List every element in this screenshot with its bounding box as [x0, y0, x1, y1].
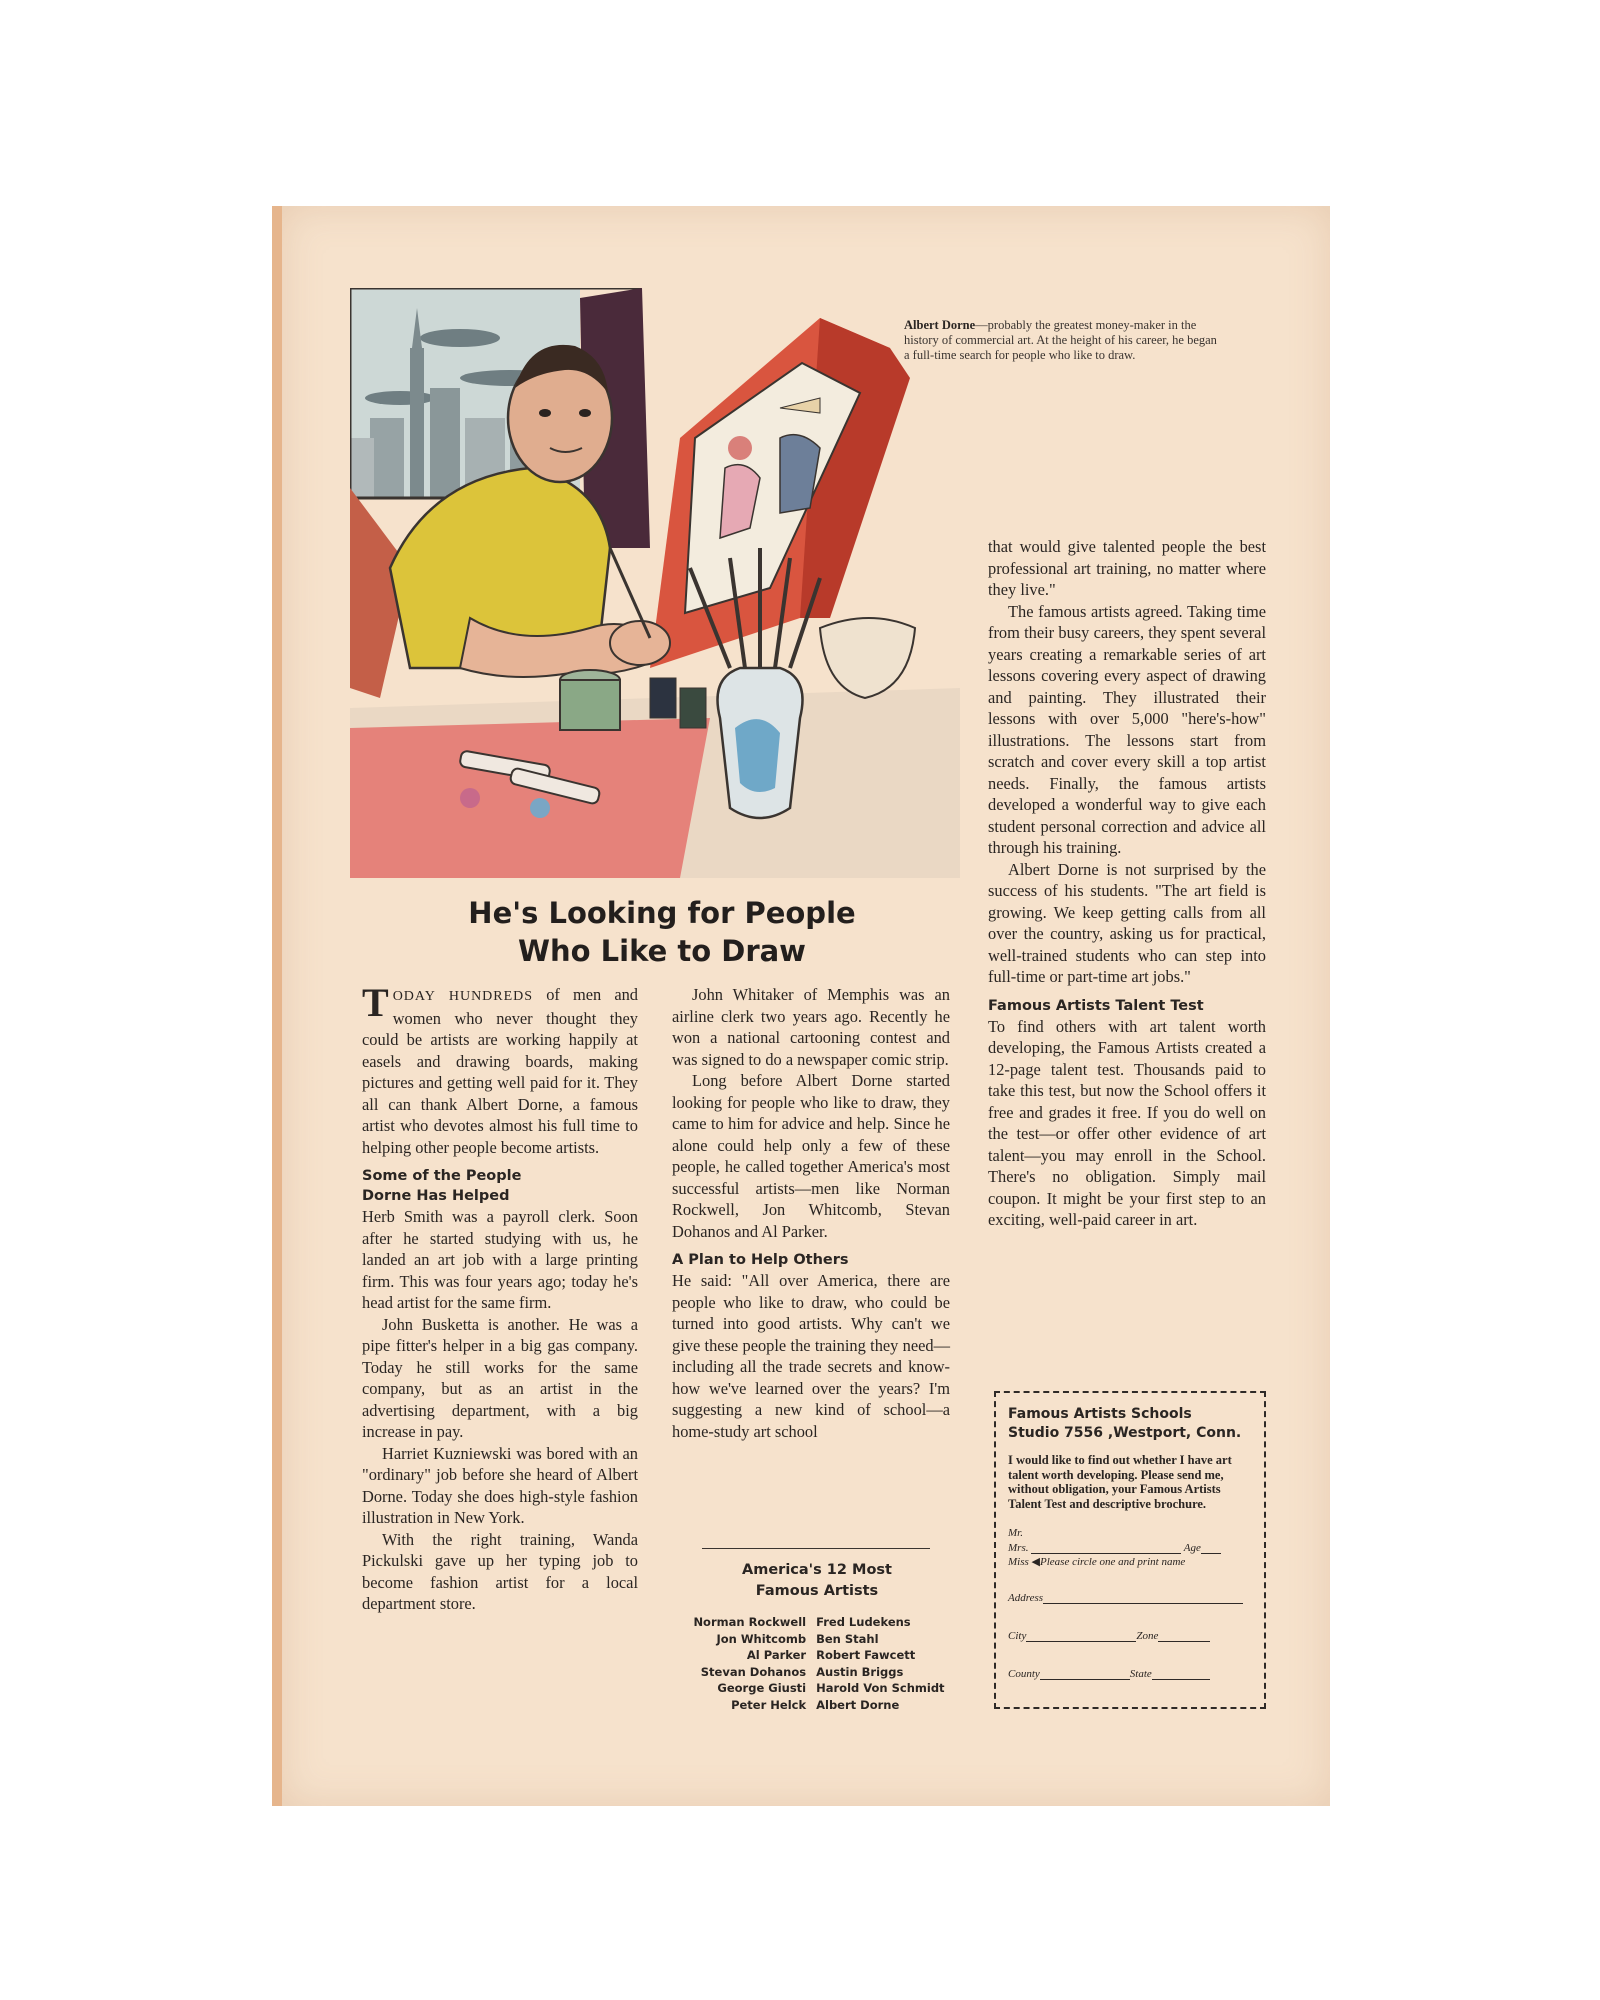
subheading-plan: A Plan to Help Others [672, 1252, 849, 1268]
artist-name: Ben Stahl [816, 1631, 879, 1646]
column-2 [672, 984, 950, 1442]
artist-row [674, 1647, 964, 1664]
paragraph-famous-agreed: The famous artists agreed. Taking time from their busy careers, they spent several years creating a remarkable series of art lessons covering every aspect of drawing and painting. They illustrated their lessons with over 5,000 "here's-how" illustrations. The lessons start from scratch and cover every skill a top artist needs. Finally, the famous artists developed a wonderful way to give each student personal correction and advice all through his training. [988, 601, 1266, 857]
artist-illustration [350, 288, 960, 878]
paragraph-john-whitaker: John Whitaker of Memphis was an airline clerk two years ago. Recently he won a national cartooning contest and was signed to do a newspaper comic strip. [672, 985, 950, 1069]
paragraph-he-said: He said: "All over America, there are people who like to draw, who could be turned into good artists. Why can't we give these people the training they need—including all the trade secrets and know-how we've learned over the years? I'm suggesting a new kind of school—a home-study art school [672, 1271, 950, 1441]
artist-row [674, 1697, 964, 1714]
county-row [1008, 1667, 1252, 1681]
artist-name: Albert Dorne [816, 1697, 900, 1712]
artist-name: Robert Fawcett [816, 1648, 916, 1662]
drop-cap: T [362, 980, 389, 1025]
artist-row [674, 1614, 964, 1631]
artist-name: Norman Rockwell [693, 1615, 807, 1629]
paragraph-long-before: Long before Albert Dorne started looking for people who like to draw, they came to him for advice and help. Since he alone could help only a few of these people, he called together America's most successful artists—men like Norman Rockwell, Jon Whitcomb, Stevan Dohanos and Al Parker. [672, 1071, 950, 1241]
famous-artists-list [674, 1614, 964, 1713]
artist-name: Jon Whitcomb [716, 1631, 807, 1646]
artist-name: Austin Briggs [816, 1664, 904, 1679]
artist-name: Al Parker [746, 1648, 807, 1662]
paragraph-harriet: Harriet Kuzniewski was bored with an "ordinary" job before she heard of Albert Dorne. Today she does high-style fashion illustration in New York. [362, 1443, 638, 1527]
intro-smallcaps: ODAY HUNDREDS [392, 989, 534, 1004]
famous-title-line-1: America's 12 Most [742, 1562, 892, 1578]
label-mr: Mr. [1008, 1527, 1023, 1539]
ad-page [272, 206, 1330, 1806]
intro-paragraph [362, 980, 638, 1158]
subheading-line-1: Some of the People [362, 1168, 522, 1184]
coupon-heading [1008, 1405, 1252, 1443]
city-row [1008, 1629, 1252, 1643]
address-field[interactable] [1043, 1591, 1243, 1604]
headline-line-1: He's Looking for People [468, 896, 856, 930]
artist-row [674, 1631, 964, 1648]
label-zone: Zone [1136, 1630, 1159, 1642]
coupon-studio-address: Studio 7556 ,Westport, Conn. [1008, 1425, 1242, 1441]
divider-rule [702, 1548, 930, 1549]
label-state: State [1129, 1668, 1152, 1680]
label-age: Age [1183, 1542, 1201, 1554]
arrow-left-icon: ◀ [1031, 1556, 1040, 1568]
paragraph-wanda: With the right training, Wanda Pickulski gave up her typing job to become fashion artist for a local department store. [362, 1529, 638, 1613]
subheading-people-helped [362, 1166, 638, 1206]
address-row [1008, 1591, 1252, 1605]
paragraph-not-surprised: Albert Dorne is not surprised by the success of his students. "The art field is growing. We keep getting calls from all over the country, asking us for practical, well-trained students who can step into full-time or part-time art jobs." [988, 859, 1266, 986]
coupon-school-name: Famous Artists Schools [1008, 1406, 1192, 1422]
label-city: City [1008, 1630, 1027, 1642]
illustration-caption [904, 318, 1224, 363]
subheading-line-2: Dorne Has Helped [362, 1188, 510, 1204]
column-1 [362, 980, 638, 1615]
title-mrs [1008, 1541, 1252, 1555]
paragraph-john-busketta: John Busketta is another. He was a pipe fitter's helper in a big gas company. Today he still works for the same company, but as an artist in the advertising department, with a big increase in pay. [362, 1314, 638, 1441]
caption-name: Albert Dorne [904, 318, 976, 332]
paragraph-continued: that would give talented people the best professional art training, no matter where they live." [988, 537, 1266, 599]
artist-name: Stevan Dohanos [700, 1664, 807, 1679]
title-miss [1008, 1555, 1252, 1569]
county-field[interactable] [1040, 1667, 1130, 1680]
subheading-talent-test: Famous Artists Talent Test [988, 997, 1204, 1014]
famous-title-line-2: Famous Artists [755, 1583, 879, 1599]
coupon-body: I would like to find out whether I have art talent worth developing. Please send me, without obligation, your Famous Artists Talent Test and descriptive brochure. [1008, 1453, 1232, 1511]
artist-row [674, 1680, 964, 1697]
coupon-note: Please circle one and print name [1040, 1556, 1186, 1568]
artist-row [674, 1664, 964, 1681]
headline-line-2: Who Like to Draw [518, 934, 806, 968]
age-field[interactable] [1201, 1541, 1221, 1554]
artist-name: Harold Von Schmidt [816, 1681, 945, 1695]
artist-name: Fred Ludekens [816, 1615, 911, 1629]
mail-coupon[interactable] [994, 1391, 1266, 1709]
zone-field[interactable] [1158, 1629, 1210, 1642]
paragraph-herb-smith: Herb Smith was a payroll clerk. Soon after he started studying with us, he landed an art job with a large printing firm. This was four years ago; today he's head artist for the same firm. [362, 1207, 638, 1312]
paragraph-talent-test: To find others with art talent worth developing, the Famous Artists created a 12-page talent test. Thousands paid to take this test, but now the School offers it free and grades it free. If you do well on the test—or offer other evidence of art talent—you may enroll in the School. There's no obligation. Simply mail coupon. It might be your first step to an exciting, well-paid career in art. [988, 1016, 1266, 1229]
column-3 [988, 536, 1266, 1231]
label-miss: Miss [1008, 1556, 1029, 1568]
famous-artists-title [672, 1560, 962, 1602]
caption-text: —probably the greatest money-maker in the history of commercial art. At the height of his career, he began a full-time search for people who like to draw. [904, 318, 1217, 362]
city-field[interactable] [1026, 1629, 1136, 1642]
label-address: Address [1008, 1592, 1044, 1604]
coupon-name-block [1008, 1527, 1252, 1569]
artist-name: Peter Helck [731, 1697, 807, 1712]
headline [382, 894, 942, 970]
label-county: County [1008, 1668, 1040, 1680]
state-field[interactable] [1152, 1667, 1210, 1680]
label-mrs: Mrs. [1008, 1542, 1029, 1554]
artist-name: George Giusti [717, 1681, 807, 1695]
name-field[interactable] [1031, 1541, 1181, 1554]
title-mr [1008, 1527, 1252, 1541]
intro-text: of men and women who never thought they could be artists are working happily at easels and drawing boards, making pictures and getting well paid for it. They all can thank Albert Dorne, a famous artist who devotes almost his full time to helping other people become artists. [362, 985, 638, 1157]
